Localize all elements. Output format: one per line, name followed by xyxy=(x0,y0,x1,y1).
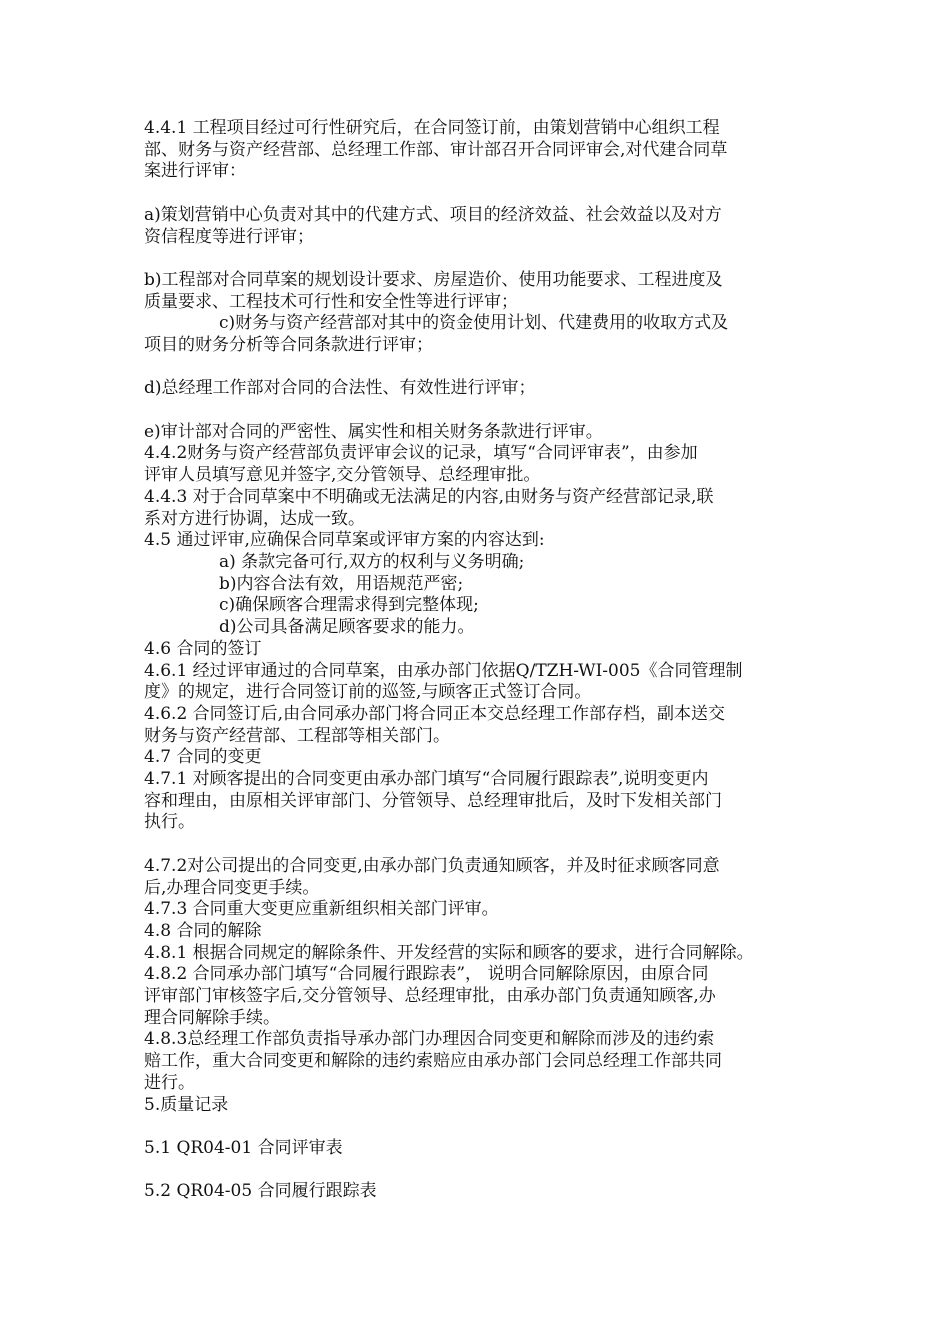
clause-4-4-3-line-2: 系对方进行协调，达成一致。 xyxy=(144,508,365,529)
clause-4-8-1: 4.8.1 根据合同规定的解除条件、开发经营的实际和顾客的要求，进行合同解除。 xyxy=(144,942,754,963)
record-5-2: 5.2 QR04-05 合同履行跟踪表 xyxy=(144,1181,377,1202)
clause-4-4-1-line-1: 4.4.1 工程项目经过可行性研究后，在合同签订前，由策划营销中心组织工程 xyxy=(144,118,720,138)
clause-4-4-1-line-2: 部、财务与资产经营部、总经理工作部、审计部召开合同评审会,对代建合同草 xyxy=(144,139,728,160)
document-body xyxy=(144,118,804,1203)
blank-line xyxy=(144,1160,804,1182)
item-b-line-2: 质量要求、工程技术可行性和安全性等进行评审； xyxy=(144,291,518,312)
clause-4-6-2-line-1: 4.6.2 合同签订后,由合同承办部门将合同正本交总经理工作部存档，副本送交 xyxy=(144,703,726,724)
clause-4-5-item-a: a) 条款完备可行,双方的权利与义务明确; xyxy=(219,552,525,572)
clause-4-5-item-b: b)内容合法有效，用语规范严密; xyxy=(219,573,464,594)
clause-4-8-3-line-2: 赔工作，重大合同变更和解除的违约索赔应由承办部门会同总经理工作部共同 xyxy=(144,1051,722,1072)
section-5-heading: 5.质量记录 xyxy=(144,1094,229,1115)
clause-4-6-2-line-2: 财务与资产经营部、工程部等相关部门。 xyxy=(144,725,450,746)
clause-4-7-1-line-1: 4.7.1 对顾客提出的合同变更由承办部门填写“合同履行跟踪表”,说明变更内 xyxy=(144,769,709,790)
clause-4-5-item-d: d)公司具备满足顾客要求的能力。 xyxy=(219,617,475,638)
item-a-line-2: 资信程度等进行评审； xyxy=(144,226,314,247)
clause-4-8-2-line-3: 理合同解除手续。 xyxy=(144,1007,280,1028)
clause-4-8-2-line-1: 4.8.2 合同承办部门填写“合同履行跟踪表”， 说明合同解除原因，由原合同 xyxy=(144,964,709,985)
item-d-line-1: d)总经理工作部对合同的合法性、有效性进行评审； xyxy=(144,378,536,399)
blank-line xyxy=(144,400,804,422)
blank-line xyxy=(144,357,804,379)
clause-4-7-2-line-2: 后,办理合同变更手续。 xyxy=(144,877,320,898)
clause-4-8-2-line-2: 评审部门审核签字后,交分管领导、总经理审批，由承办部门负责通知顾客,办 xyxy=(144,986,716,1007)
record-5-1: 5.1 QR04-01 合同评审表 xyxy=(144,1137,343,1158)
item-c-line-1: c)财务与资产经营部对其中的资金使用计划、代建费用的收取方式及 xyxy=(219,313,729,334)
clause-4-7-2-line-1: 4.7.2对公司提出的合同变更,由承办部门负责通知顾客，并及时征求顾客同意 xyxy=(144,855,720,876)
clause-4-5-item-c: c)确保顾客合理需求得到完整体现; xyxy=(219,595,479,616)
clause-4-6-1-line-2: 度》的规定，进行合同签订前的巡签,与顾客正式签订合同。 xyxy=(144,682,592,703)
item-c-line-2: 项目的财务分析等合同条款进行评审； xyxy=(144,335,433,355)
clause-4-4-3-line-1: 4.4.3 对于合同草案中不明确或无法满足的内容,由财务与资产经营部记录,联 xyxy=(144,486,714,507)
clause-4-4-2-line-1: 4.4.2财务与资产经营部负责评审会议的记录，填写“合同评审表”，由参加 xyxy=(144,443,698,464)
clause-4-5-heading: 4.5 通过评审,应确保合同草案或评审方案的内容达到: xyxy=(144,530,545,551)
section-4-8-heading: 4.8 合同的解除 xyxy=(144,920,262,941)
blank-line xyxy=(144,1116,804,1138)
blank-line xyxy=(144,248,804,270)
clause-4-8-3-line-1: 4.8.3总经理工作部负责指导承办部门办理因合同变更和解除而涉及的违约索 xyxy=(144,1029,715,1050)
blank-line xyxy=(144,183,804,205)
clause-4-6-1-line-1: 4.6.1 经过评审通过的合同草案，由承办部门依据Q/TZH-WI-005《合同管理制 xyxy=(144,660,743,681)
clause-4-7-3: 4.7.3 合同重大变更应重新组织相关部门评审。 xyxy=(144,899,499,920)
clause-4-8-3-line-3: 进行。 xyxy=(144,1072,195,1093)
clause-4-4-1-line-3: 案进行评审： xyxy=(144,161,246,182)
item-b-line-1: b)工程部对合同草案的规划设计要求、房屋造价、使用功能要求、工程进度及 xyxy=(144,269,723,290)
item-a-line-1: a)策划营销中心负责对其中的代建方式、项目的经济效益、社会效益以及对方 xyxy=(144,204,722,225)
section-4-7-heading: 4.7 合同的变更 xyxy=(144,747,262,768)
blank-line xyxy=(144,834,804,856)
clause-4-7-1-line-2: 容和理由，由原相关评审部门、分管领导、总经理审批后，及时下发相关部门 xyxy=(144,790,722,811)
item-e-line-1: e)审计部对合同的严密性、属实性和相关财务条款进行评审。 xyxy=(144,421,603,442)
clause-4-7-1-line-3: 执行。 xyxy=(144,812,195,833)
clause-4-4-2-line-2: 评审人员填写意见并签字,交分管领导、总经理审批。 xyxy=(144,465,541,486)
section-4-6-heading: 4.6 合同的签订 xyxy=(144,638,262,659)
